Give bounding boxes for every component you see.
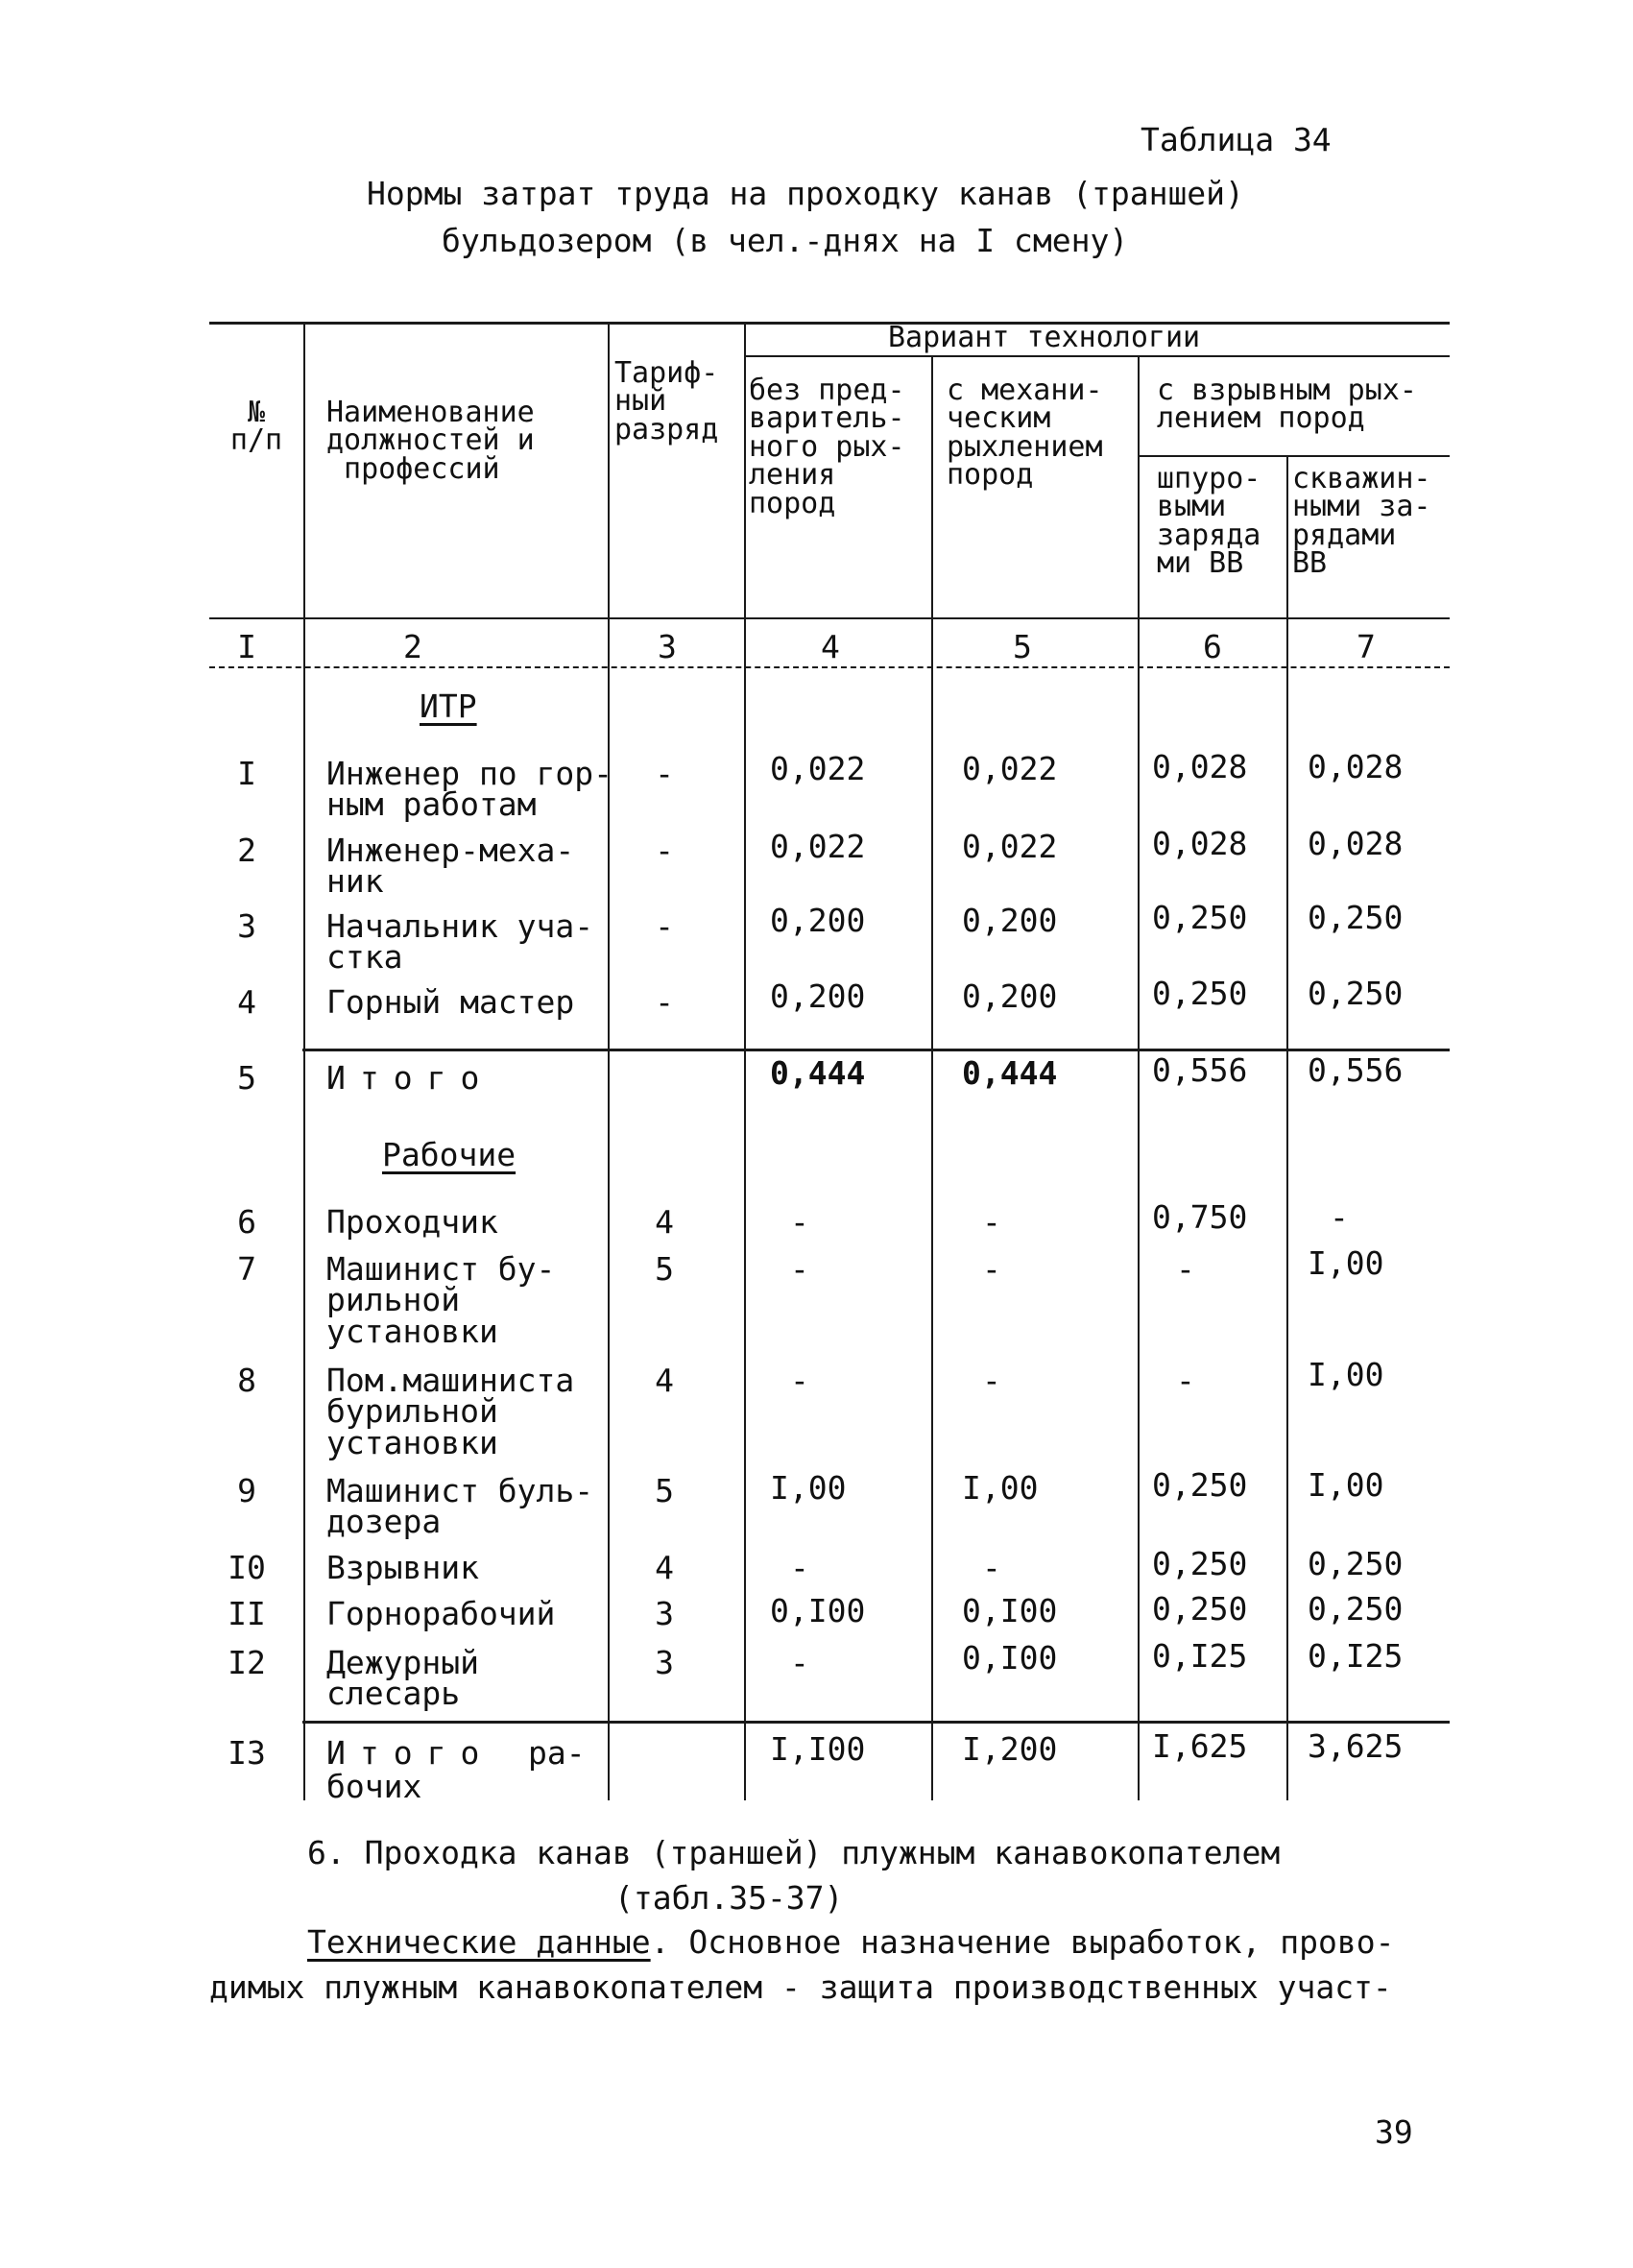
header-col7: скважин- ными за- рядами ВВ [1292, 462, 1431, 581]
header-blast: с взрывным рых- лением пород [1157, 374, 1417, 436]
row-name-line2: бочих [326, 1768, 422, 1805]
row-name: Инженер по гор- ным работам [326, 755, 613, 824]
colnum-4: 4 [821, 628, 840, 665]
page-number: 39 [1375, 2113, 1413, 2151]
row-c4: 0,I00 [770, 1592, 866, 1629]
blast-header-divider [1138, 455, 1450, 457]
section6-ref: (табл.35-37) [614, 1879, 844, 1917]
row-c4: 0,022 [770, 828, 866, 865]
table-top-border [209, 322, 1450, 325]
row-rate: 4 [655, 1203, 674, 1241]
row-c6: 0,I25 [1152, 1637, 1248, 1675]
row-c6: - [1176, 1362, 1195, 1399]
row-c4: 0,200 [770, 902, 866, 939]
row-name: Горный мастер [326, 983, 575, 1021]
variant-header-divider [744, 355, 1450, 357]
table-caption-line1: Нормы затрат труда на проходку канав (траншей) [367, 175, 1244, 212]
row-num: 7 [237, 1250, 256, 1288]
row-rate: - [655, 755, 674, 792]
colnum-7: 7 [1357, 628, 1376, 665]
row-c5: I,00 [962, 1469, 1039, 1507]
row-c7: 0,028 [1308, 748, 1404, 785]
row-c5: 0,200 [962, 902, 1058, 939]
table-caption-line2: бульдозером (в чел.-днях на I смену) [442, 222, 1129, 259]
row-num: 3 [237, 907, 256, 945]
row-c6: 0,250 [1152, 975, 1248, 1012]
row-rate: 3 [655, 1595, 674, 1632]
row-c5: - [982, 1203, 1001, 1241]
section6-title: 6. Проходка канав (траншей) плужным канавокопателем [307, 1834, 1281, 1871]
row-c7: 3,625 [1308, 1727, 1404, 1765]
section-workers: Рабочие [382, 1136, 516, 1173]
row-num: I0 [228, 1549, 266, 1586]
row-c4: I,00 [770, 1469, 847, 1507]
column-numbers-divider [209, 666, 1450, 668]
row-name: Взрывник [326, 1549, 479, 1586]
row-c7: 0,I25 [1308, 1637, 1404, 1675]
row-c7: 0,250 [1308, 975, 1404, 1012]
header-variant: Вариант технологии [888, 321, 1201, 354]
row-c6: 0,250 [1152, 1545, 1248, 1582]
workers-total-divider [302, 1721, 1450, 1724]
tech-paragraph-line2: димых плужным канавокопателем - защита производственных участ- [209, 1968, 1392, 2006]
row-c6: 0,028 [1152, 825, 1248, 862]
row-c6: 0,028 [1152, 748, 1248, 785]
row-c4: I,I00 [770, 1730, 866, 1768]
row-c7: - [1330, 1198, 1349, 1236]
col-divider-5 [1138, 355, 1140, 1800]
row-name: Проходчик [326, 1203, 498, 1241]
row-c4: 0,200 [770, 977, 866, 1015]
row-c6: 0,250 [1152, 1590, 1248, 1628]
row-rate: 4 [655, 1362, 674, 1399]
row-name: Начальник уча- стка [326, 907, 594, 977]
row-c4: 0,444 [770, 1054, 866, 1092]
row-c5: 0,444 [962, 1054, 1058, 1092]
row-c6: 0,556 [1152, 1051, 1248, 1089]
header-name: Наименование должностей и профессий [326, 396, 535, 486]
itr-total-divider [302, 1049, 1450, 1051]
colnum-1: I [237, 628, 256, 665]
row-rate: 3 [655, 1644, 674, 1681]
row-rate: - [655, 907, 674, 945]
row-c7: I,00 [1308, 1356, 1384, 1393]
row-num: I3 [228, 1734, 266, 1772]
row-num: 9 [237, 1472, 256, 1509]
row-c5: 0,022 [962, 828, 1058, 865]
tech-text1: . Основное назначение выработок, прово- [650, 1923, 1395, 1961]
row-c4: - [790, 1549, 809, 1586]
row-rate: 4 [655, 1549, 674, 1586]
row-name: Инженер-меха- ник [326, 832, 575, 901]
row-name: Итого [326, 1059, 494, 1097]
row-num: I2 [228, 1644, 266, 1681]
row-c5: 0,022 [962, 750, 1058, 787]
tech-label: Технические данные [307, 1923, 651, 1961]
row-c6: I,625 [1152, 1727, 1248, 1765]
row-num: II [228, 1595, 266, 1632]
row-c6: - [1176, 1250, 1195, 1288]
header-col5: с механи- ческим рыхлением пород [947, 374, 1103, 493]
row-rate: 5 [655, 1250, 674, 1288]
row-name: Машинист буль- дозера [326, 1472, 594, 1541]
row-name: Дежурный слесарь [326, 1644, 479, 1713]
header-bottom-border [209, 617, 1450, 619]
row-name: Пом.машиниста бурильной установки [326, 1362, 575, 1461]
row-c4: - [790, 1250, 809, 1288]
col-divider-4 [931, 355, 933, 1800]
col-divider-6 [1286, 455, 1288, 1800]
row-c4: 0,022 [770, 750, 866, 787]
row-num: 2 [237, 832, 256, 869]
colnum-3: 3 [658, 628, 677, 665]
row-name: Машинист бу- рильной установки [326, 1250, 556, 1350]
row-c5: - [982, 1549, 1001, 1586]
header-rate: Тариф- ный разряд [614, 356, 719, 446]
row-c5: - [982, 1362, 1001, 1399]
row-rate: - [655, 832, 674, 869]
row-c7: 0,028 [1308, 825, 1404, 862]
row-c6: 0,250 [1152, 1466, 1248, 1504]
row-c6: 0,750 [1152, 1198, 1248, 1236]
row-c5: I,200 [962, 1730, 1058, 1768]
table-label: Таблица 34 [1141, 121, 1332, 158]
colnum-5: 5 [1013, 628, 1032, 665]
row-rate: 5 [655, 1472, 674, 1509]
header-col6: шпуро- выми заряда ми ВВ [1157, 462, 1261, 581]
row-c7: 0,250 [1308, 1545, 1404, 1582]
row-num: I [237, 755, 256, 792]
section-itr: ИТР [420, 688, 477, 725]
row-num: 5 [237, 1059, 256, 1097]
header-col4: без пред- варитель- ного рых- ления пород [749, 374, 905, 520]
tech-paragraph-line1 [307, 1923, 1394, 1962]
col-divider-3 [744, 322, 746, 1800]
row-c6: 0,250 [1152, 899, 1248, 936]
row-c4: - [790, 1203, 809, 1241]
row-c7: 0,250 [1308, 1590, 1404, 1628]
row-c5: 0,I00 [962, 1639, 1058, 1677]
row-name-line1: Итого [326, 1734, 494, 1772]
row-c4: - [790, 1644, 809, 1681]
colnum-2: 2 [403, 628, 422, 665]
row-c7: 0,556 [1308, 1051, 1404, 1089]
row-c5: 0,I00 [962, 1592, 1058, 1629]
row-c5: - [982, 1250, 1001, 1288]
colnum-6: 6 [1203, 628, 1222, 665]
row-num: 4 [237, 983, 256, 1021]
row-num: 6 [237, 1203, 256, 1241]
row-c5: 0,200 [962, 977, 1058, 1015]
row-name: Горнорабочий [326, 1595, 556, 1632]
header-num: № п/п [229, 396, 283, 458]
row-c7: I,00 [1308, 1244, 1384, 1282]
row-c7: 0,250 [1308, 899, 1404, 936]
row-c4: - [790, 1362, 809, 1399]
row-name-line1-suffix: ра- [528, 1734, 586, 1772]
row-c7: I,00 [1308, 1466, 1384, 1504]
row-rate: - [655, 983, 674, 1021]
row-num: 8 [237, 1362, 256, 1399]
